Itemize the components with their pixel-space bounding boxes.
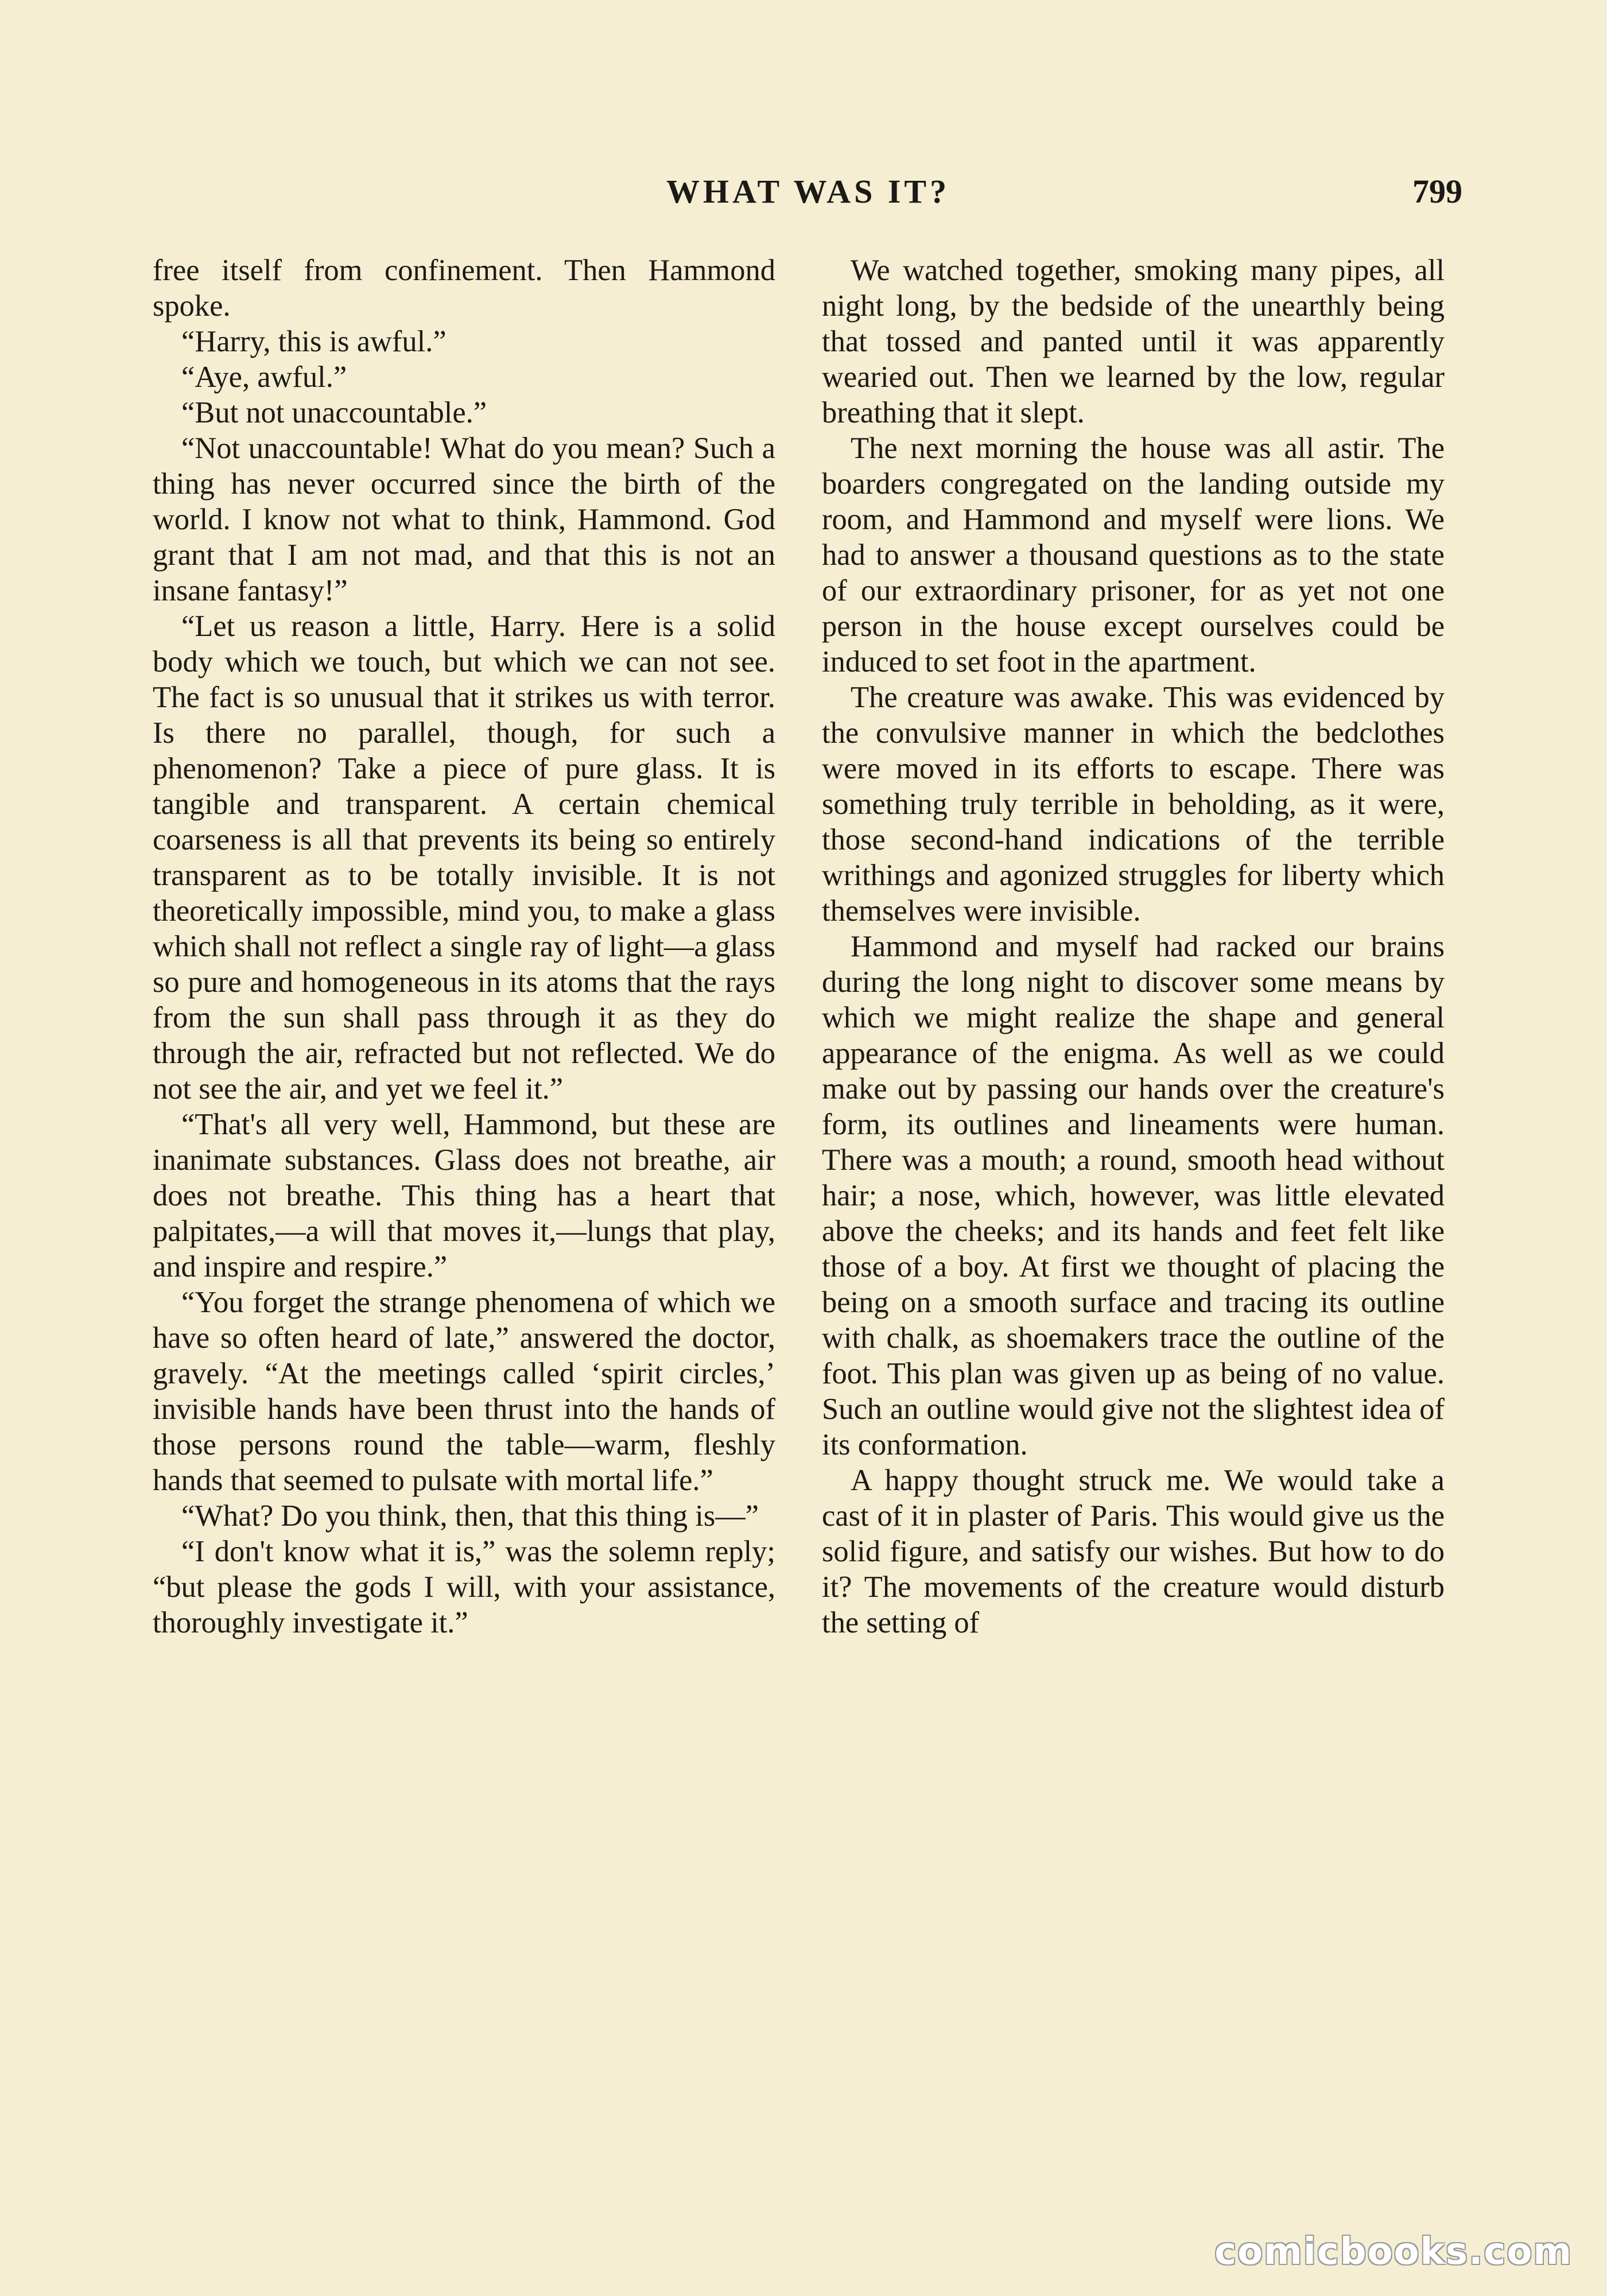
paragraph: “Not unaccountable! What do you mean? Such a thing has never occurred since the birth of the world. I know not what to think, Hammond. God grant that I am not mad, and that this is not an insane fantasy!” [153,432,775,607]
paragraph: “Let us reason a little, Harry. Here is a solid body which we touch, but which we can not see. The fact is so unusual that it strikes us with terror. Is there no parallel, though, for such a phenomenon? Take a piece of pure glass. It is tangible and transparent. A certain chemical coarseness is all that prevents its being so entirely transparent as to be totally invisible. It is not theoretically impossible, mind you, to make a glass which shall not reflect a single ray of light—a glass so pure and homogeneous in its atoms that the rays from the sun shall pass through it as they do through the air, refracted but not reflected. We do not see the air, and yet we feel it.” [153,610,775,1106]
paragraph: “You forget the strange phenomena of which we have so often heard of late,” answered the doctor, gravely. “At the meetings called ‘spirit circles,’ invisible hands have been thrust into the hands of those persons round the table—warm, fleshly hands that seemed to pulsate with mortal life.” [153,1286,775,1497]
watermark: comicbooks.com [1214,2231,1573,2273]
paragraph: “I don't know what it is,” was the solemn reply; “but please the gods I will, with your assistance, thoroughly investigate it.” [153,1535,775,1639]
paragraph: “Aye, awful.” [181,360,347,394]
paragraph: free itself from confinement. Then Hammond spoke. [153,254,775,323]
paragraph: A happy thought struck me. We would take a cast of it in plaster of Paris. This would give us the solid figure, and satisfy our wishes. But how to do it? The movements of the creature would disturb the setting of [822,1464,1445,1639]
paragraph: The creature was awake. This was evidenced by the convulsive manner in which the bedclothes were moved in its efforts to escape. There was something truly terrible in beholding, as it were, those second-hand indications of the terrible writhings and agonized struggles for liberty which themselves were invisible. [822,681,1445,928]
page-number: 799 [1412,173,1462,210]
paragraph: “Harry, this is awful.” [181,325,447,358]
paragraph: “That's all very well, Hammond, but these are inanimate substances. Glass does not breathe, air does not breathe. This thing has a heart that palpitates,—a will that moves it,—lungs that play, and inspire and respire.” [153,1108,775,1283]
paragraph: The next morning the house was all astir. The boarders congregated on the landing outside my room, and Hammond and myself were lions. We had to answer a thousand questions as to the state of our extraordinary prisoner, for as yet not one person in the house except ourselves could be induced to set foot in the apartment. [822,432,1445,678]
running-header [154,172,1462,218]
right-column [822,253,1445,1640]
running-title: WHAT WAS IT? [666,173,950,210]
paragraph: “But not unaccountable.” [181,396,487,429]
paragraph: “What? Do you think, then, that this thing is—” [181,1499,759,1533]
paragraph: We watched together, smoking many pipes, all night long, by the bedside of the unearthly being that tossed and panted until it was apparently wearied out. Then we learned by the low, regular breathing that it slept. [822,254,1445,429]
left-column [153,253,775,1640]
paragraph: Hammond and myself had racked our brains during the long night to discover some means by which we might realize the shape and general appearance of the enigma. As well as we could make out by passing our hands over the creature's form, its outlines and lineaments were human. There was a mouth; a round, smooth head without hair; a nose, which, however, was little elevated above the cheeks; and its hands and feet felt like those of a boy. At first we thought of placing the being on a smooth surface and tracing its outline with chalk, as shoemakers trace the outline of the foot. This plan was given up as being of no value. Such an outline would give not the slightest idea of its conformation. [822,930,1445,1461]
